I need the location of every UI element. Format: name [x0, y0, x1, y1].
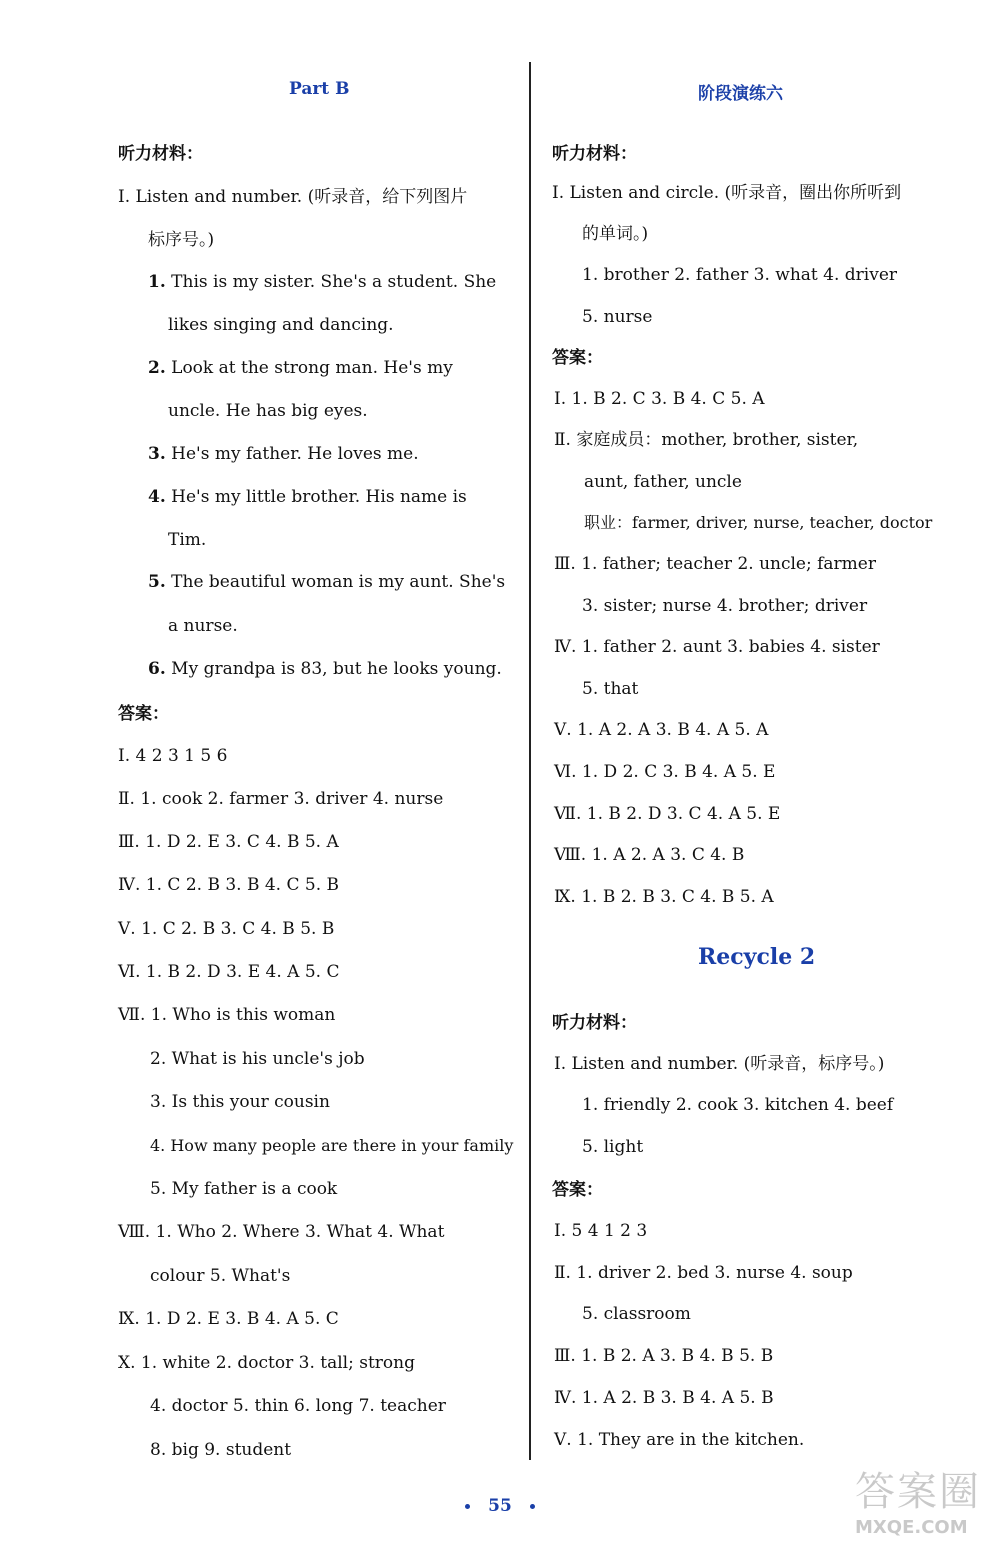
- answer-line: Ⅳ. 1. A 2. B 3. B 4. A 5. B: [554, 1388, 774, 1408]
- watermark-logo: [855, 1460, 995, 1550]
- answer-line: Ⅱ. 1. driver 2. bed 3. nurse 4. soup: [554, 1263, 853, 1283]
- watermark-text: 答案圈: [855, 1469, 981, 1515]
- section-heading-recycle-2: Recycle 2: [698, 944, 816, 970]
- answer-label: 答案：: [552, 348, 603, 368]
- listening-items: 5. light: [582, 1137, 644, 1157]
- question-title: Ⅰ. Listen and number. (听录音，标序号。): [554, 1054, 885, 1074]
- answer-line: Ⅹ. 1. white 2. doctor 3. tall; strong: [118, 1353, 415, 1373]
- answer-line: Ⅵ. 1. B 2. D 3. E 4. A 5. C: [118, 962, 340, 982]
- bullet-dot-icon: [530, 1504, 535, 1509]
- answer-line: Ⅲ. 1. father; teacher 2. uncle; farmer: [554, 554, 876, 574]
- answer-line: 3. Is this your cousin: [150, 1092, 330, 1112]
- question-title-continued: 标序号。): [148, 230, 215, 250]
- answer-line: 4. doctor 5. thin 6. long 7. teacher: [150, 1396, 446, 1416]
- section-heading-part-b: Part B: [289, 79, 350, 99]
- answer-line: Ⅸ. 1. D 2. E 3. B 4. A 5. C: [118, 1309, 339, 1329]
- column-divider: [529, 62, 531, 1460]
- listening-material-label: 听力材料：: [552, 1013, 637, 1033]
- answer-line: Ⅵ. 1. D 2. C 3. B 4. A 5. E: [554, 762, 776, 782]
- listening-item: 3. He's my father. He loves me.: [148, 444, 419, 464]
- answer-line: 8. big 9. student: [150, 1440, 292, 1460]
- listening-item: 2. Look at the strong man. He's my: [148, 358, 453, 378]
- listening-items: 1. brother 2. father 3. what 4. driver: [582, 265, 898, 285]
- question-title: Ⅰ. Listen and number. (听录音，给下列图片: [118, 187, 468, 207]
- answer-label: 答案：: [118, 704, 169, 724]
- page-number-value: 55: [488, 1496, 512, 1516]
- listening-item: uncle. He has big eyes.: [168, 401, 368, 421]
- answer-line: 4. How many people are there in your family: [150, 1136, 514, 1155]
- answer-line: 3. sister; nurse 4. brother; driver: [582, 596, 868, 616]
- answer-line: Ⅱ. 1. cook 2. farmer 3. driver 4. nurse: [118, 789, 444, 809]
- listening-item: a nurse.: [168, 616, 238, 636]
- answer-line: 5. classroom: [582, 1304, 691, 1324]
- answer-line: Ⅴ. 1. A 2. A 3. B 4. A 5. A: [554, 720, 769, 740]
- answer-line: Ⅱ. 家庭成员：mother, brother, sister,: [554, 430, 859, 450]
- answer-line: 5. that: [582, 679, 639, 699]
- question-title-continued: 的单词。): [582, 224, 649, 244]
- answer-line: Ⅳ. 1. father 2. aunt 3. babies 4. sister: [554, 637, 880, 657]
- answer-line: Ⅷ. 1. A 2. A 3. C 4. B: [554, 845, 745, 865]
- section-heading-stage-practice: 阶段演练六: [698, 84, 783, 104]
- listening-item: 5. The beautiful woman is my aunt. She's: [148, 572, 506, 592]
- listening-items: 5. nurse: [582, 307, 653, 327]
- bullet-dot-icon: [465, 1504, 470, 1509]
- answer-line: Ⅳ. 1. C 2. B 3. B 4. C 5. B: [118, 875, 340, 895]
- listening-material-label: 听力材料：: [552, 144, 637, 164]
- answer-line: Ⅴ. 1. They are in the kitchen.: [554, 1430, 805, 1450]
- answer-label: 答案：: [552, 1180, 603, 1200]
- listening-item: Tim.: [168, 530, 207, 550]
- answer-line: Ⅶ. 1. Who is this woman: [118, 1005, 336, 1025]
- answer-line: Ⅸ. 1. B 2. B 3. C 4. B 5. A: [554, 887, 774, 907]
- answer-line: colour 5. What's: [150, 1266, 291, 1286]
- answer-line: Ⅶ. 1. B 2. D 3. C 4. A 5. E: [554, 804, 781, 824]
- answer-line: 职业：farmer, driver, nurse, teacher, doctor: [584, 513, 933, 532]
- watermark-url: MXQE.COM: [855, 1517, 968, 1538]
- answer-line: Ⅰ. 4 2 3 1 5 6: [118, 746, 228, 766]
- page-number: [0, 1496, 1000, 1516]
- listening-item: 4. He's my little brother. His name is: [148, 487, 467, 507]
- listening-material-label: 听力材料：: [118, 144, 203, 164]
- listening-item: 1. This is my sister. She's a student. She: [148, 272, 497, 292]
- listening-items: 1. friendly 2. cook 3. kitchen 4. beef: [582, 1095, 894, 1115]
- answer-line: Ⅲ. 1. B 2. A 3. B 4. B 5. B: [554, 1346, 774, 1366]
- answer-line: Ⅰ. 1. B 2. C 3. B 4. C 5. A: [554, 389, 765, 409]
- answer-line: Ⅷ. 1. Who 2. Where 3. What 4. What: [118, 1222, 445, 1242]
- answer-line: Ⅲ. 1. D 2. E 3. C 4. B 5. A: [118, 832, 339, 852]
- listening-item: 6. My grandpa is 83, but he looks young.: [148, 659, 502, 679]
- answer-line: aunt, father, uncle: [584, 472, 742, 492]
- answer-line: 2. What is his uncle's job: [150, 1049, 365, 1069]
- answer-line: Ⅰ. 5 4 1 2 3: [554, 1221, 648, 1241]
- answer-line: Ⅴ. 1. C 2. B 3. C 4. B 5. B: [118, 919, 335, 939]
- question-title: Ⅰ. Listen and circle. (听录音，圈出你所听到: [552, 183, 902, 203]
- listening-item: likes singing and dancing.: [168, 315, 394, 335]
- answer-line: 5. My father is a cook: [150, 1179, 338, 1199]
